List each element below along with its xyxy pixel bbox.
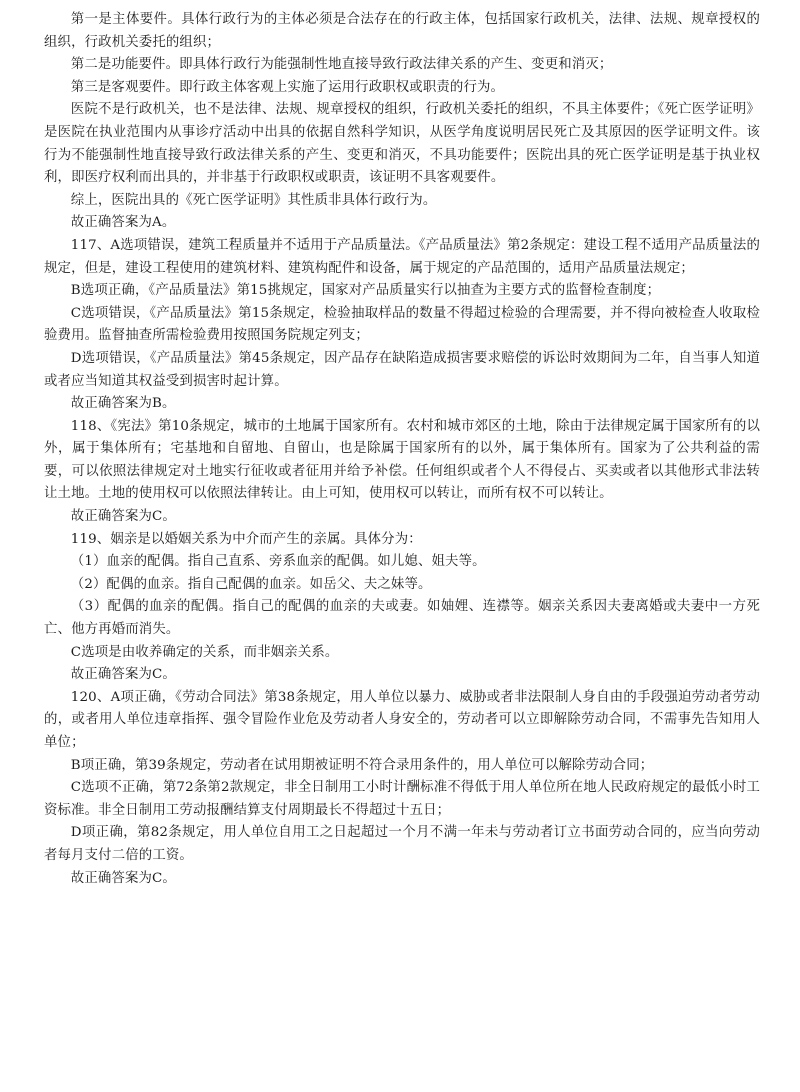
question-120-option-a: 120、A项正确，《劳动合同法》第38条规定，用人单位以暴力、威胁或者非法限制人身自由的手段强迫劳动者劳动的，或者用人单位违章指挥、强令冒险作业危及劳动者人身安全的，劳动者可以立即解除劳动合同，不需事先告知用人单位；	[44, 689, 760, 750]
question-120-option-b: B项正确，第39条规定，劳动者在试用期被证明不符合录用条件的，用人单位可以解除劳动合同；	[70, 757, 654, 773]
question-119-item-3: （3）配偶的血亲的配偶。指自己的配偶的血亲的夫或妻。如妯娌、连襟等。姻亲关系因夫妻离婚或夫妻中一方死亡、他方再婚而消失。	[44, 599, 760, 638]
question-119-item-2: （2）配偶的血亲。指自己配偶的血亲。如岳父、夫之妹等。	[70, 576, 432, 592]
question-117-option-c: C选项错误，《产品质量法》第15条规定，检验抽取样品的数量不得超过检验的合理需要，并不得向被检查人收取检验费用。监督抽查所需检验费用按照国务院规定列支；	[44, 305, 760, 344]
question-119-item-1: （1）血亲的配偶。指自己直系、旁系血亲的配偶。如儿媳、姐夫等。	[70, 554, 486, 570]
answer-118: 故正确答案为C。	[70, 509, 176, 525]
paragraph-conclusion: 综上，医院出具的《死亡医学证明》其性质非具体行政行为。	[70, 192, 437, 208]
paragraph-objective-element: 第三是客观要件。即行政主体客观上实施了运用行政职权或职责的行为。	[70, 79, 505, 95]
question-120-option-d: D项正确，第82条规定，用人单位自用工之日起超过一个月不满一年未与劳动者订立书面劳动合同的，应当向劳动者每月支付二倍的工资。	[44, 825, 760, 863]
paragraph-hospital-analysis: 医院不是行政机关，也不是法律、法规、规章授权的组织，行政机关委托的组织，不具主体要件；《死亡医学证明》是医院在执业范围内从事诊疗活动中出具的依据自然科学知识，从医学角度说明居民死亡及其原因的医学证明文件。该行为不能强制性地直接导致行政法律关系的产生、变更和消灭，不具功能要件；医院出具的死亡医学证明是基于执业权利，即医疗权利而出具的，并非基于行政职权或职责，该证明不具客观要件。	[44, 102, 760, 186]
question-117-option-b: B选项正确，《产品质量法》第15挑规定，国家对产品质量实行以抽查为主要方式的监督检查制度；	[70, 283, 661, 299]
paragraph-subject-element: 第一是主体要件。具体行政行为的主体必须是合法存在的行政主体，包括国家行政机关，法律、法规、规章授权的组织，行政机关委托的组织；	[44, 12, 760, 50]
answer-120: 故正确答案为C。	[70, 870, 176, 886]
answer-117: 故正确答案为B。	[70, 396, 176, 412]
question-117-option-a: 117、A选项错误，建筑工程质量并不适用于产品质量法。《产品质量法》第2条规定：建设工程不适用产品质量法的规定，但是，建设工程使用的建筑材料、建筑构配件和设备，属于规定的产品范围的，适用产品质量法规定；	[44, 237, 760, 276]
answer-116: 故正确答案为A。	[70, 215, 176, 231]
paragraph-function-element: 第二是功能要件。即具体行政行为能强制性地直接导致行政法律关系的产生、变更和消灭；	[70, 57, 613, 73]
question-118-explanation: 118、《宪法》第10条规定，城市的土地属于国家所有。农村和城市郊区的土地，除由于法律规定属于国家所有的以外，属于集体所有；宅基地和自留地、自留山，也是除属于国家所有的以外，属于集体所有。国家为了公共利益的需要，可以依照法律规定对土地实行征收或者征用并给予补偿。任何组织或者个人不得侵占、买卖或者以其他形式非法转让土地。土地的使用权可以依照法律转让。由上可知，使用权可以转让，而所有权不可以转让。	[44, 418, 760, 502]
question-119-intro: 119、姻亲是以婚姻关系为中介而产生的亲属。具体分为：	[70, 531, 422, 547]
question-117-option-d: D选项错误，《产品质量法》第45条规定，因产品存在缺陷造成损害要求赔偿的诉讼时效期间为二年，自当事人知道或者应当知道其权益受到损害时起计算。	[44, 350, 760, 389]
question-120-option-c: C选项不正确，第72条第2款规定，非全日制用工小时计酬标准不得低于用人单位所在地人民政府规定的最低小时工资标准。非全日制用工劳动报酬结算支付周期最长不得超过十五日；	[44, 780, 760, 818]
question-119-option-c: C选项是由收养确定的关系，而非姻亲关系。	[70, 644, 339, 660]
answer-119: 故正确答案为C。	[70, 667, 176, 683]
